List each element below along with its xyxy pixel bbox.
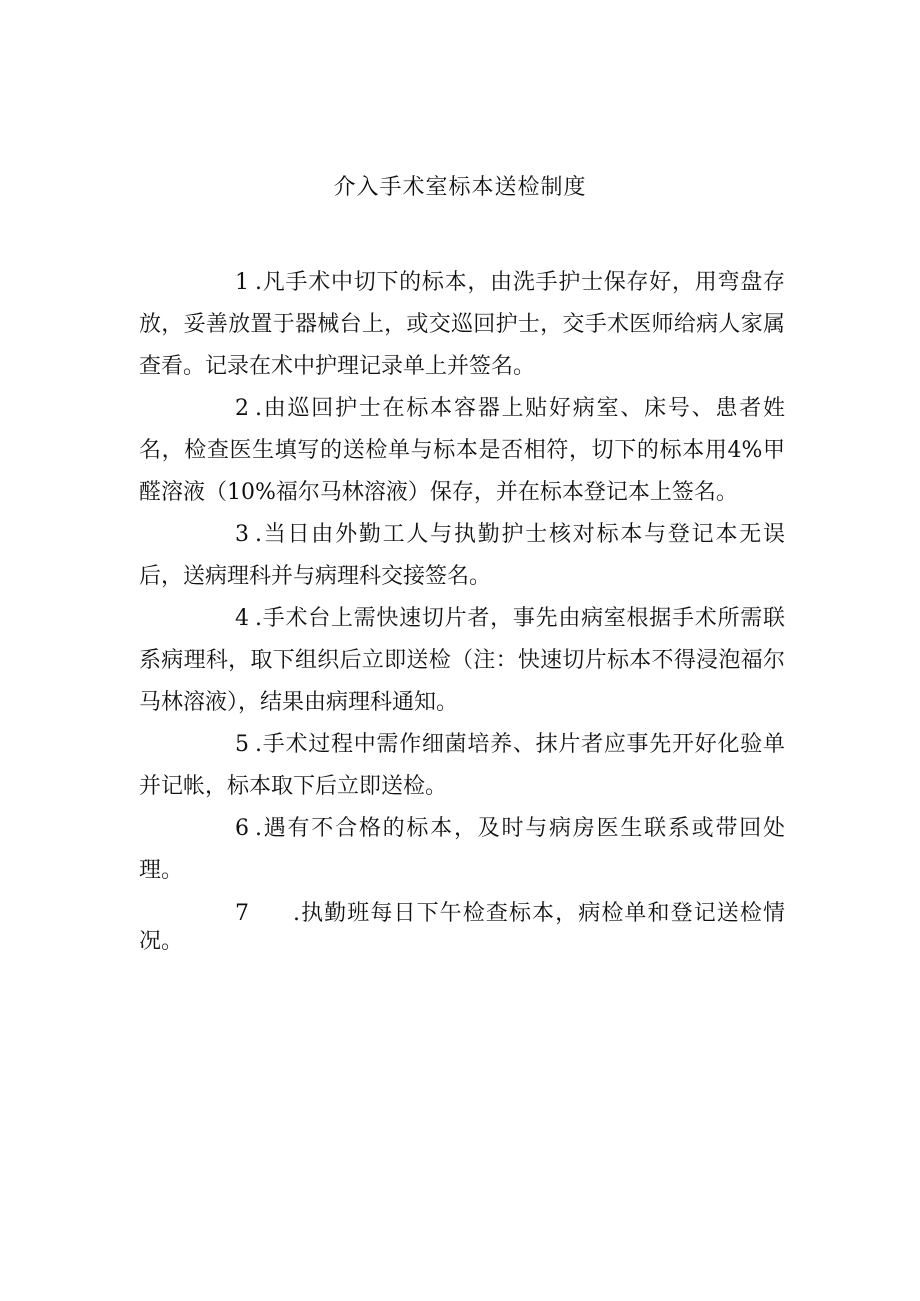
clause-number: 5 bbox=[235, 732, 249, 757]
document-title: 介入手术室标本送检制度 bbox=[333, 175, 587, 200]
clause-text: .当日由外勤工人与执勤护士核对标本与登记本无误后，送病理科并与病理科交接签名。 bbox=[139, 522, 785, 589]
document-body bbox=[139, 262, 785, 956]
clause-text: .手术过程中需作细菌培养、抹片者应事先开好化验单并记帐，标本取下后立即送检。 bbox=[139, 732, 785, 799]
clause-1 bbox=[139, 262, 785, 388]
clause-number: 2 bbox=[235, 396, 249, 421]
clause-3 bbox=[139, 514, 785, 598]
clause-number: 3 bbox=[235, 522, 249, 547]
clause-4 bbox=[139, 598, 785, 724]
clause-5 bbox=[139, 724, 785, 808]
clause-number: 1 bbox=[235, 270, 249, 295]
clause-text: .执勤班每日下午检查标本，病检单和登记送检情况。 bbox=[139, 901, 785, 954]
clause-number: 7 bbox=[235, 901, 249, 926]
clause-text: .手术台上需快速切片者，事先由病室根据手术所需联系病理科，取下组织后立即送检（注：快速切片标本不得浸泡福尔马林溶液），结果由病理科通知。 bbox=[139, 606, 785, 715]
clause-6 bbox=[139, 808, 785, 892]
clause-text: .由巡回护士在标本容器上贴好病室、床号、患者姓名，检查医生填写的送检单与标本是否相符，切下的标本用4%甲醛溶液（10%福尔马林溶液）保存，并在标本登记本上签名。 bbox=[139, 396, 785, 505]
clause-number: 6 bbox=[235, 816, 249, 841]
clause-text: .凡手术中切下的标本，由洗手护士保存好，用弯盘存放，妥善放置于器械台上，或交巡回护士，交手术医师给病人家属查看。记录在术中护理记录单上并签名。 bbox=[139, 270, 785, 379]
clause-text: .遇有不合格的标本，及时与病房医生联系或带回处理。 bbox=[139, 816, 785, 883]
clause-number: 4 bbox=[235, 606, 249, 631]
clause-7 bbox=[139, 900, 785, 956]
clause-2 bbox=[139, 388, 785, 514]
